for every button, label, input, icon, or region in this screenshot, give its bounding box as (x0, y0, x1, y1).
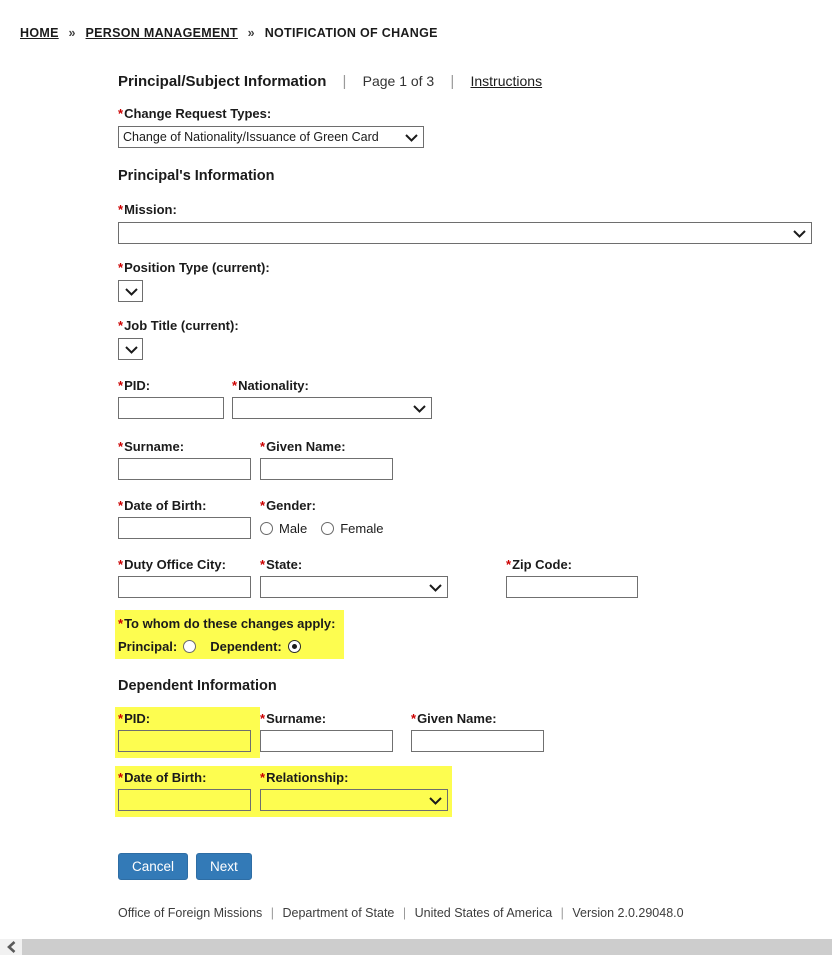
given-name-label-text: Given Name: (266, 439, 346, 454)
header-separator: | (450, 73, 455, 90)
dependent-pid-label (118, 711, 256, 726)
footer-separator: | (402, 906, 407, 920)
footer-separator: | (270, 906, 275, 920)
required-marker: * (118, 770, 124, 785)
dependent-dob-label-text: Date of Birth: (124, 770, 207, 785)
dob-input[interactable] (118, 517, 251, 539)
duty-state-zip-row (118, 557, 812, 598)
required-marker: * (118, 106, 124, 121)
dependent-pid-highlight (115, 707, 260, 758)
principal-section-title: Principal's Information (118, 168, 275, 184)
chevron-down-icon (429, 584, 442, 592)
horizontal-scrollbar[interactable] (0, 939, 832, 955)
dependent-given-name-input[interactable] (411, 730, 544, 752)
pid-input[interactable] (118, 397, 224, 419)
chevron-down-icon (125, 288, 138, 296)
gender-female-radio[interactable] (321, 522, 334, 535)
chevron-left-icon (7, 941, 16, 953)
dependent-surname-input[interactable] (260, 730, 393, 752)
footer-department: Department of State (282, 906, 395, 920)
required-marker: * (118, 378, 124, 393)
chevron-down-icon (125, 346, 138, 354)
change-request-types-label-text: Change Request Types: (124, 106, 272, 121)
chevron-down-icon (429, 797, 442, 805)
mission-label (118, 202, 812, 217)
pid-label-text: PID: (124, 378, 151, 393)
breadcrumb-home-link[interactable]: HOME (20, 26, 59, 40)
gender-label (260, 498, 384, 513)
state-label (260, 557, 448, 572)
nationality-select[interactable] (232, 397, 432, 419)
dependent-section-title: Dependent Information (118, 678, 277, 694)
position-type-label-text: Position Type (current): (124, 260, 270, 275)
required-marker: * (411, 711, 417, 726)
required-marker: * (118, 557, 124, 572)
required-marker: * (260, 498, 266, 513)
pid-nationality-row (118, 378, 812, 419)
required-marker: * (260, 711, 266, 726)
dependent-relationship-label-text: Relationship: (266, 770, 349, 785)
dependent-dob-relationship-highlight (115, 766, 452, 817)
position-type-select[interactable] (118, 280, 143, 302)
required-marker: * (118, 711, 124, 726)
zip-code-input[interactable] (506, 576, 638, 598)
main-content (118, 73, 812, 920)
apply-to-dependent-radio[interactable] (288, 640, 301, 653)
cancel-button[interactable]: Cancel (118, 853, 188, 880)
required-marker: * (118, 318, 124, 333)
mission-select[interactable] (118, 222, 812, 244)
state-label-text: State: (266, 557, 303, 572)
footer (118, 906, 812, 920)
header-separator: | (342, 73, 347, 90)
job-title-label-text: Job Title (current): (124, 318, 239, 333)
given-name-label (260, 439, 393, 454)
required-marker: * (260, 557, 266, 572)
gender-male-radio[interactable] (260, 522, 273, 535)
gender-radio-group (260, 521, 384, 536)
zip-code-label-text: Zip Code: (512, 557, 572, 572)
name-row (118, 439, 812, 480)
required-marker: * (118, 202, 124, 217)
dependent-surname-label (260, 711, 402, 726)
required-marker: * (506, 557, 512, 572)
nationality-label-text: Nationality: (238, 378, 309, 393)
gender-male-label: Male (279, 521, 308, 536)
apply-to-highlight-block (115, 610, 344, 659)
dependent-given-name-label-text: Given Name: (417, 711, 497, 726)
given-name-input[interactable] (260, 458, 393, 480)
dependent-given-name-label (411, 711, 544, 726)
dependent-surname-label-text: Surname: (266, 711, 327, 726)
apply-to-principal-radio[interactable] (183, 640, 196, 653)
gender-female-label: Female (340, 521, 384, 536)
job-title-select[interactable] (118, 338, 143, 360)
required-marker: * (118, 260, 124, 275)
surname-label (118, 439, 260, 454)
required-marker: * (260, 770, 266, 785)
apply-to-dependent-label: Dependent: (210, 639, 282, 654)
nationality-label (232, 378, 432, 393)
required-marker: * (118, 498, 124, 513)
breadcrumb (0, 0, 832, 40)
state-select[interactable] (260, 576, 448, 598)
surname-input[interactable] (118, 458, 251, 480)
position-type-label (118, 260, 812, 275)
change-request-types-label (118, 106, 812, 121)
page-title: Principal/Subject Information (118, 73, 327, 90)
chevron-down-icon (793, 230, 806, 238)
duty-office-city-input[interactable] (118, 576, 251, 598)
dependent-dob-label (118, 770, 260, 785)
apply-to-radio-group (118, 639, 340, 654)
page-indicator: Page 1 of 3 (362, 73, 435, 89)
instructions-link[interactable]: Instructions (470, 73, 543, 89)
mission-label-text: Mission: (124, 202, 177, 217)
change-request-types-select[interactable] (118, 126, 424, 148)
surname-label-text: Surname: (124, 439, 185, 454)
breadcrumb-separator: » (247, 26, 255, 40)
next-button[interactable]: Next (196, 853, 252, 880)
gender-label-text: Gender: (266, 498, 316, 513)
duty-office-city-label (118, 557, 260, 572)
dependent-relationship-label (260, 770, 448, 785)
footer-version: Version 2.0.29048.0 (572, 906, 684, 920)
dependent-relationship-select[interactable] (260, 789, 448, 811)
apply-to-principal-label: Principal: (118, 639, 178, 654)
footer-country: United States of America (414, 906, 553, 920)
page-header (118, 73, 812, 90)
dependent-pid-label-text: PID: (124, 711, 151, 726)
required-marker: * (118, 616, 124, 631)
scroll-left-button[interactable] (0, 939, 22, 955)
dob-label-text: Date of Birth: (124, 498, 207, 513)
breadcrumb-current-page: NOTIFICATION OF CHANGE (264, 26, 438, 40)
dob-label (118, 498, 260, 513)
change-request-selected-value: Change of Nationality/Issuance of Green Card (123, 130, 379, 144)
pid-label (118, 378, 232, 393)
breadcrumb-person-management-link[interactable]: PERSON MANAGEMENT (85, 26, 238, 40)
required-marker: * (232, 378, 238, 393)
dependent-pid-name-row (118, 707, 812, 758)
scrollbar-thumb[interactable] (22, 939, 832, 955)
footer-org: Office of Foreign Missions (118, 906, 263, 920)
dependent-pid-input[interactable] (118, 730, 251, 752)
footer-separator: | (560, 906, 564, 920)
apply-to-label (118, 616, 340, 631)
dob-gender-row (118, 498, 812, 539)
apply-to-label-text: To whom do these changes apply: (124, 616, 336, 631)
duty-office-city-label-text: Duty Office City: (124, 557, 226, 572)
required-marker: * (118, 439, 124, 454)
chevron-down-icon (405, 134, 418, 142)
job-title-label (118, 318, 812, 333)
zip-code-label (506, 557, 638, 572)
breadcrumb-separator: » (68, 26, 76, 40)
required-marker: * (260, 439, 266, 454)
chevron-down-icon (413, 405, 426, 413)
dependent-dob-input[interactable] (118, 789, 251, 811)
form-actions (118, 853, 812, 880)
